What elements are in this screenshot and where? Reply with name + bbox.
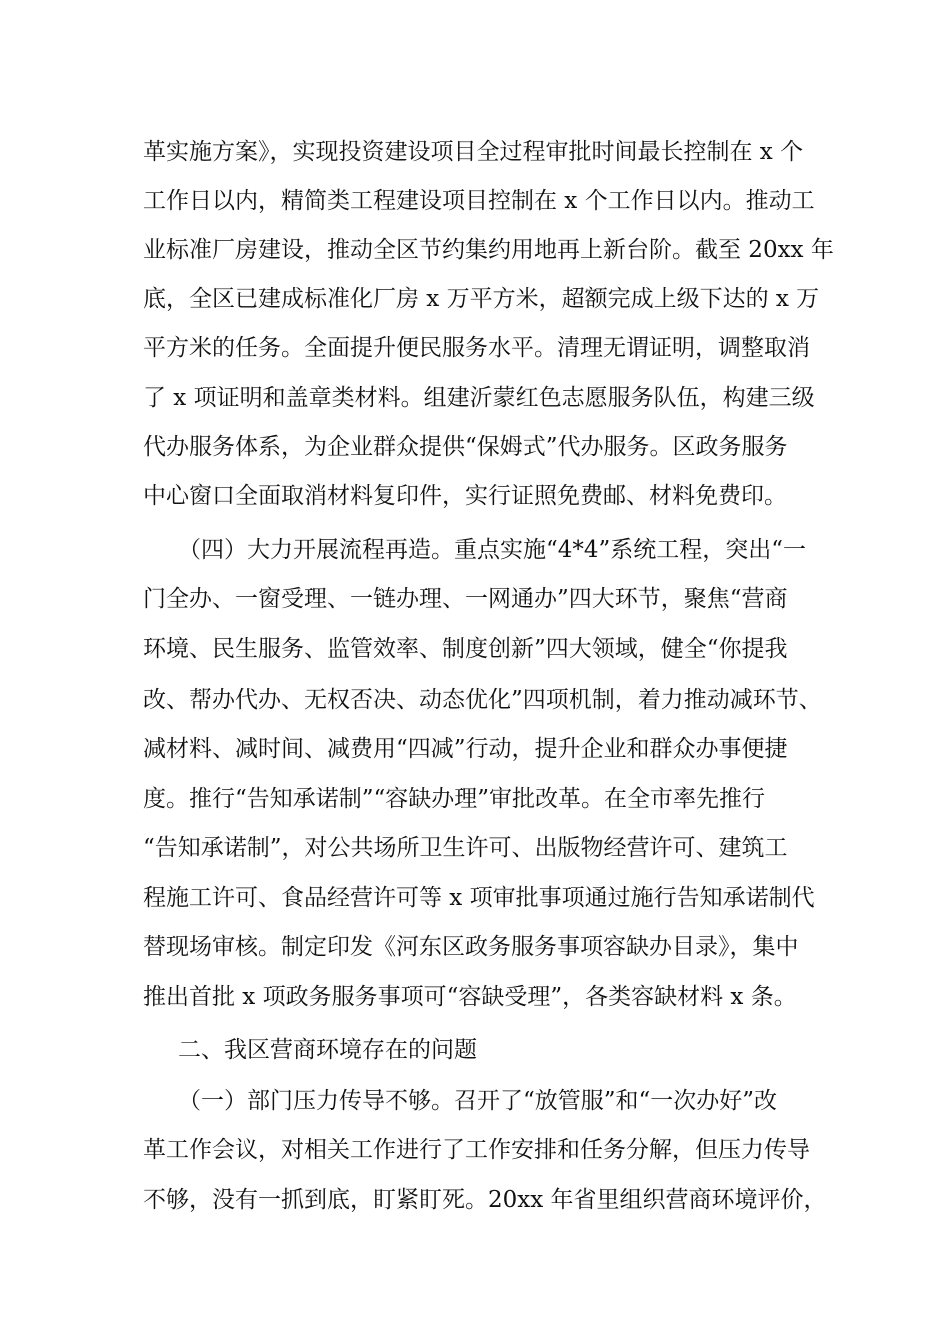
- body-text-line: 环境、民生服务、监管效率、制度创新”四大领域，健全“你提我: [143, 636, 788, 662]
- body-text-line: 减材料、减时间、减费用“四减”行动，提升企业和群众办事便捷: [143, 736, 788, 762]
- body-text-line: 程施工许可、食品经营许可等 x 项审批事项通过施行告知承诺制代: [143, 885, 815, 911]
- body-text-line: 门全办、一窗受理、一链办理、一网通办”四大环节，聚焦“营商: [143, 586, 788, 612]
- body-text-line: 平方米的任务。全面提升便民服务水平。清理无谓证明，调整取消: [143, 335, 810, 361]
- body-text-line: 不够，没有一抓到底，盯紧盯死。20xx 年省里组织营商环境评价，: [143, 1187, 827, 1213]
- body-text-line: “告知承诺制”，对公共场所卫生许可、出版物经营许可、建筑工: [143, 835, 788, 861]
- body-text-line: 中心窗口全面取消材料复印件，实行证照免费邮、材料免费印。: [143, 483, 787, 509]
- body-text-line: 革工作会议，对相关工作进行了工作安排和任务分解，但压力传导: [143, 1137, 810, 1163]
- body-text-line: 业标准厂房建设，推动全区节约集约用地再上新台阶。截至 20xx 年: [143, 237, 834, 263]
- body-text-line: 革实施方案》，实现投资建设项目全过程审批时间最长控制在 x 个: [143, 139, 804, 165]
- body-text-line: 替现场审核。制定印发《河东区政务服务事项容缺办目录》，集中: [143, 934, 799, 960]
- body-text-line: 度。推行“告知承诺制”“容缺办理”审批改革。在全市率先推行: [143, 786, 766, 812]
- body-text-line: 底，全区已建成标准化厂房 x 万平方米，超额完成上级下达的 x 万: [143, 286, 820, 312]
- paragraph-heading-line: （一）部门压力传导不够。召开了“放管服”和“一次办好”改: [178, 1088, 778, 1114]
- paragraph-heading-line: （四）大力开展流程再造。重点实施“4*4”系统工程，突出“一: [178, 537, 807, 563]
- body-text-line: 改、帮办代办、无权否决、动态优化”四项机制，着力推动减环节、: [143, 687, 822, 713]
- body-text-line: 代办服务体系，为企业群众提供“保姆式”代办服务。区政务服务: [143, 434, 788, 460]
- body-text-line: 了 x 项证明和盖章类材料。组建沂蒙红色志愿服务队伍，构建三级: [143, 385, 815, 411]
- body-text-line: 工作日以内，精简类工程建设项目控制在 x 个工作日以内。推动工: [143, 188, 815, 214]
- body-text-line: 推出首批 x 项政务服务事项可“容缺受理”，各类容缺材料 x 条。: [143, 984, 797, 1010]
- section-heading: 二、我区营商环境存在的问题: [178, 1037, 477, 1063]
